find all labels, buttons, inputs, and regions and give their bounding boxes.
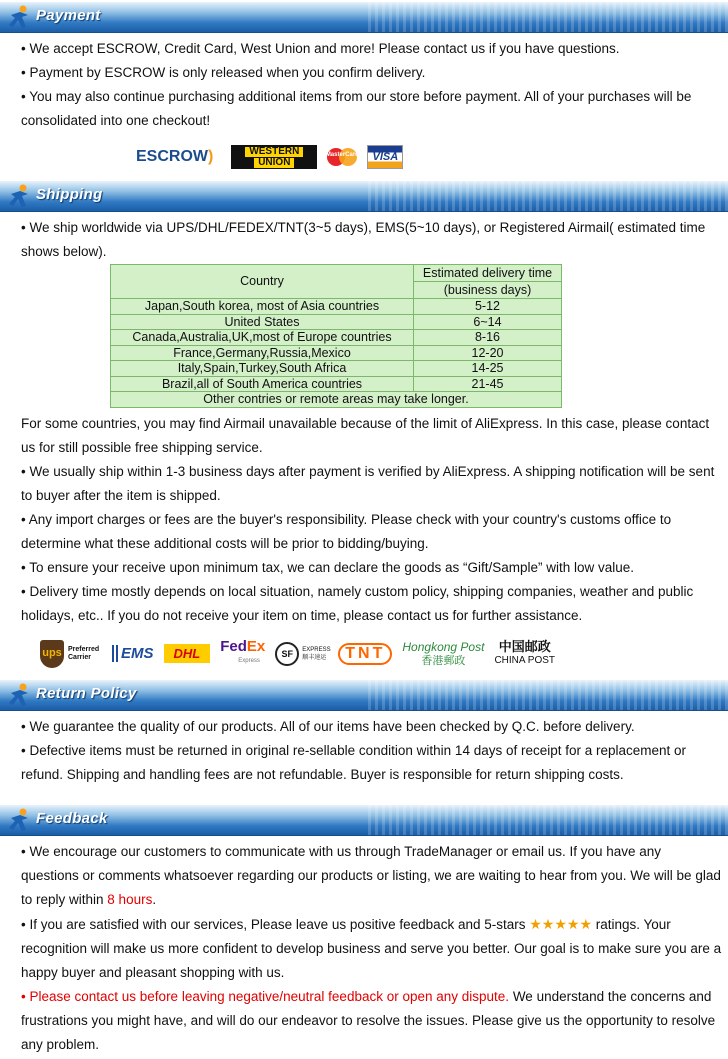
reply-time: 8 hours: [107, 891, 153, 907]
western-union-logo: [231, 145, 317, 169]
header-time-sub: (business days): [414, 282, 562, 299]
row-country: United States: [111, 314, 414, 330]
sf-badge-icon: SF: [275, 642, 299, 666]
header-stripes: [368, 680, 728, 710]
fedex-ex: Ex: [246, 637, 266, 655]
feedback-line3-end: We understand the concerns and frustrations you might have, and will do our endeavor to resolve the issues. Please give us the opportunity to resolve any problem.: [21, 988, 716, 1052]
dhl-logo: DHL: [164, 644, 211, 663]
payment-logos: [0, 135, 728, 179]
payment-header: [0, 2, 728, 33]
table-header-row: [111, 265, 562, 282]
fedex-fed: Fed: [220, 637, 247, 655]
tnt-logo: TNT: [338, 643, 392, 665]
ups-note: Preferred Carrier: [68, 645, 100, 661]
five-stars-icon: ★★★★★: [529, 915, 592, 932]
return-line: • We guarantee the quality of our products. All of our items have been checked by Q.C. before delivery.: [21, 718, 635, 734]
return-policy-header: [0, 680, 728, 711]
return-policy-text: [0, 711, 728, 803]
table-row: [111, 345, 562, 361]
table-footer: Other contries or remote areas may take longer.: [111, 392, 562, 408]
hkpost-text: Hongkong Post: [402, 639, 485, 654]
table-row: [111, 330, 562, 346]
figure-icon: [6, 806, 34, 834]
shipping-line: • Delivery time mostly depends on local situation, namely custom policy, shipping companies, weather and public holidays, etc.. If you do not receive your item on time, please contact us for further assistance.: [21, 583, 694, 623]
return-line: • Defective items must be returned in original re-sellable condition within 14 days of receipt for a replacement or refund. Shipping and handling fees are not refundable. Buyer is responsible for return shipping costs.: [21, 742, 687, 782]
shipping-title: Shipping: [36, 186, 103, 203]
shipping-line: • To ensure your receive upon minimum tax, we can declare the goods as “Gift/Sample” with low value.: [21, 559, 635, 575]
feedback-line: [21, 912, 722, 985]
shipping-line: For some countries, you may find Airmail unavailable because of the limit of AliExpress. In this case, please contact us for still possible free shipping service.: [21, 415, 710, 455]
visa-text: VISA: [372, 151, 399, 163]
escrow-swoosh-icon: ): [208, 148, 214, 165]
header-stripes: [368, 2, 728, 32]
shipping-intro: [0, 212, 728, 264]
header-stripes: [368, 805, 728, 835]
feedback-line2: • If you are satisfied with our services, Please leave us positive feedback and 5-stars: [21, 916, 530, 932]
shipping-text: [0, 408, 728, 630]
delivery-table-wrap: [110, 264, 562, 408]
row-days: 6~14: [414, 314, 562, 330]
payment-line: • You may also continue purchasing additional items from our store before payment. All of your purchases will be consolidated into one checkout!: [21, 89, 692, 128]
shipping-line: • Any import charges or fees are the buyer's responsibility. Please check with your country's customs office to determine what these additional costs will be prior to bidding/buying.: [21, 511, 672, 551]
feedback-line: [21, 840, 722, 912]
carrier-logos: [0, 630, 728, 678]
mastercard-text: MasterCard: [325, 152, 359, 158]
feedback-title: Feedback: [36, 809, 108, 827]
row-days: 5-12: [414, 299, 562, 315]
hkpost-logo: [402, 640, 484, 668]
feedback-text: [0, 836, 728, 1059]
row-days: 21-45: [414, 376, 562, 392]
table-row: [111, 376, 562, 392]
delivery-table: [110, 264, 562, 408]
shipping-intro-line: • We ship worldwide via UPS/DHL/FEDEX/TNT(3~5 days), EMS(5~10 days), or Registered Airmail( estimated time shows below).: [21, 220, 706, 259]
mastercard-logo: [325, 146, 359, 168]
payment-title: Payment: [36, 7, 101, 24]
payment-text: [0, 33, 728, 135]
figure-icon: [6, 3, 34, 31]
row-days: 14-25: [414, 361, 562, 377]
shipping-header: [0, 181, 728, 212]
sf-logo: [275, 642, 331, 666]
table-row: [111, 314, 562, 330]
feedback-header: [0, 805, 728, 836]
feedback-line: [21, 985, 722, 1057]
row-country: Italy,Spain,Turkey,South Africa: [111, 361, 414, 377]
fedex-sub: Express: [238, 657, 260, 664]
escrow-text: ESCROW: [136, 148, 208, 165]
chinapost-text: CHINA POST: [494, 654, 556, 666]
ems-logo: EMS: [112, 645, 154, 662]
ups-shield-icon: ups: [40, 640, 64, 668]
header-country: Country: [111, 265, 414, 299]
wu-line1: WESTERN: [245, 147, 303, 157]
figure-icon: [6, 182, 34, 210]
row-days: 12-20: [414, 345, 562, 361]
chinapost-cn: 中国邮政: [498, 638, 551, 654]
payment-line: • Payment by ESCROW is only released when you confirm delivery.: [21, 65, 426, 80]
fedex-logo: [220, 637, 266, 668]
header-stripes: [368, 181, 728, 211]
dispute-warning: • Please contact us before leaving negative/neutral feedback or open any dispute.: [21, 988, 510, 1004]
hkpost-cn: 香港郵政: [421, 654, 466, 667]
visa-logo: [367, 145, 403, 169]
row-days: 8-16: [414, 330, 562, 346]
payment-line: • We accept ESCROW, Credit Card, West Union and more! Please contact us if you have questions.: [21, 41, 620, 56]
feedback-line1-end: .: [152, 891, 157, 907]
feedback-line2-end: ratings. Your recognition will make us more confident to develop business and serve you better. Our goal is to make sure you are a happy buyer and pleasant shopping with us.: [21, 916, 722, 980]
row-country: France,Germany,Russia,Mexico: [111, 345, 414, 361]
header-time: Estimated delivery time: [414, 265, 562, 282]
sf-text: EXPRESS 顺丰速运: [302, 646, 331, 661]
row-country: Japan,South korea, most of Asia countries: [111, 299, 414, 315]
table-row: [111, 361, 562, 377]
row-country: Canada,Australia,UK,most of Europe countries: [111, 330, 414, 346]
escrow-logo: [136, 148, 213, 166]
ups-logo: [40, 640, 102, 668]
wu-line2: UNION: [254, 158, 294, 168]
row-country: Brazil,all of South America countries: [111, 376, 414, 392]
feedback-line1: • We encourage our customers to communicate with us through TradeManager or email us. If you have any questions or comments whatsoever regarding our products or listing, we are waiting to hear from you. We will be glad to reply within: [21, 843, 721, 907]
shipping-line: • We usually ship within 1-3 business days after payment is verified by AliExpress. A shipping notification will be sent to buyer after the item is shipped.: [21, 463, 715, 503]
table-row: [111, 299, 562, 315]
chinapost-logo: [494, 640, 555, 668]
return-policy-title: Return Policy: [36, 684, 137, 702]
table-footer-row: [111, 392, 562, 408]
figure-icon: [6, 681, 34, 709]
